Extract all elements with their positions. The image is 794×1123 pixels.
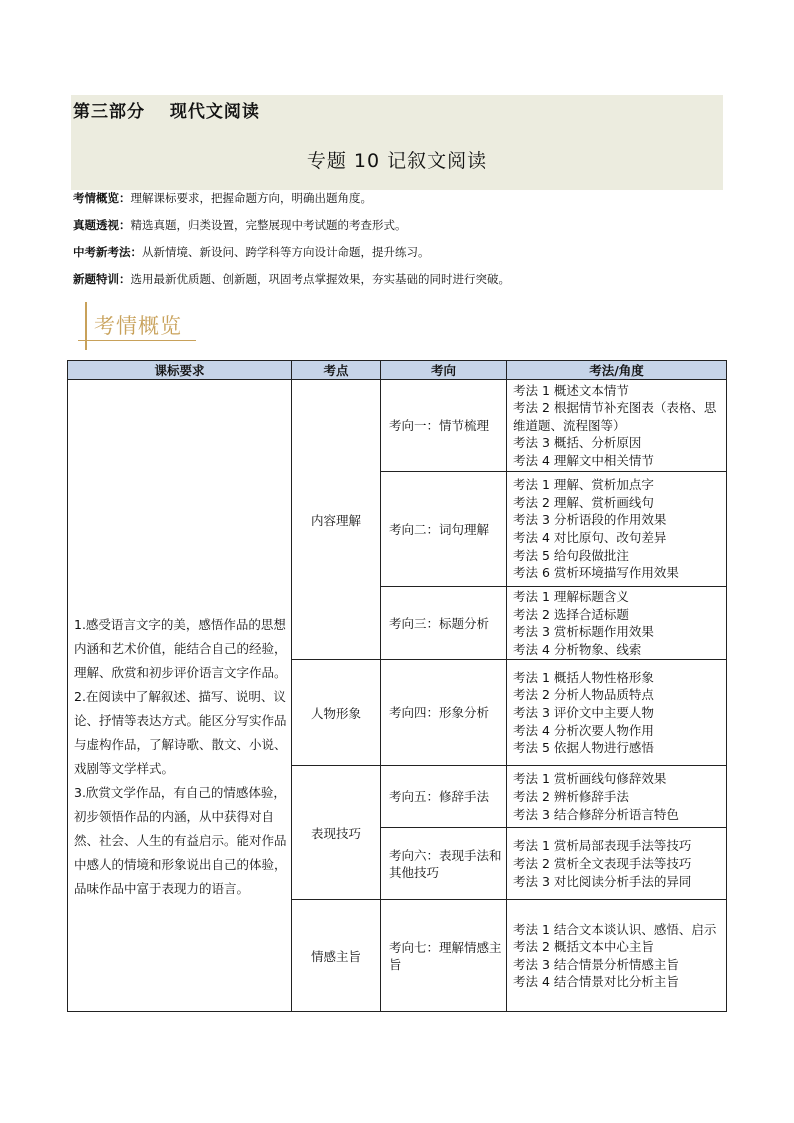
intro-label: 中考新考法：: [73, 245, 142, 259]
section-heading: 考情概览: [94, 314, 182, 338]
section-heading-rule: [78, 340, 196, 341]
requirement-cell: [68, 380, 292, 1012]
kaofa-cell: [507, 660, 727, 766]
kaofa-cell: [507, 380, 727, 472]
kaofa-item: 考法 4 分析物象、线索: [513, 641, 642, 657]
kaoxiang-cell: 考向二：词句理解: [381, 472, 507, 587]
column-header: 考法/角度: [507, 361, 727, 380]
intro-label: 考情概览：: [73, 191, 131, 205]
kaofa-item: 考法 4 对比原句、改句差异: [513, 530, 667, 545]
column-header: 考向: [381, 361, 507, 380]
column-header: 考点: [292, 361, 381, 380]
kaofa-item: 考法 1 赏析画线句修辞效果: [513, 771, 667, 787]
kaofa-item: 考法 4 结合情景对比分析主旨: [513, 974, 679, 990]
requirement-item: 3.欣赏文学作品，有自己的情感体验，初步领悟作品的内涵，从中获得对自然、社会、人生的有益启示。能对作品中感人的情境和形象说出自己的体验，品味作品中富于表现力的语言。: [74, 785, 287, 897]
kaofa-cell: [507, 472, 727, 587]
kaofa-item: 考法 3 分析语段的作用效果: [513, 512, 667, 528]
kaofa-item: 考法 4 理解文中相关情节: [513, 452, 654, 468]
kaofa-item: 考法 5 依据人物进行感悟: [513, 740, 654, 756]
kaofa-item: 考法 5 给句段做批注: [513, 547, 629, 563]
kaofa-item: 考法 3 概括、分析原因: [513, 435, 642, 451]
kaofa-item: 考法 2 根据情节补充图表（表格、思维道题、流程图等）: [513, 400, 717, 433]
kaofa-item: 考法 3 结合情景分析情感主旨: [513, 956, 679, 972]
section-heading-bar: [85, 302, 87, 350]
kaofa-item: 考法 4 分析次要人物作用: [513, 722, 654, 738]
table-header-row: [68, 361, 727, 380]
page-title: 专题 10 记叙文阅读: [306, 150, 488, 172]
intro-text: 精选真题，归类设置，完整展现中考试题的考查形式。: [130, 218, 407, 232]
kaoxiang-cell: 考向一：情节梳理: [381, 380, 507, 472]
requirement-item: 2.在阅读中了解叙述、描写、说明、议论、抒情等表达方式。能区分写实作品与虚构作品，了解诗歌、散文、小说、戏剧等文学样式。: [74, 689, 287, 777]
kaofa-item: 考法 1 理解标题含义: [513, 589, 629, 604]
intro-text: 理解课标要求，把握命题方向，明确出题角度。: [130, 191, 372, 205]
part-title: 第三部分 现代文阅读: [73, 102, 260, 122]
intro-text: 从新情境、新设问、跨学科等方向设计命题，提升练习。: [142, 245, 430, 259]
kaofa-item: 考法 1 结合文本谈认识、感悟、启示: [513, 921, 717, 937]
intro-label: 新题特训：: [73, 272, 131, 286]
kaofa-item: 考法 1 赏析局部表现手法等技巧: [513, 838, 692, 854]
kaoxiang-cell: 考向三：标题分析: [381, 587, 507, 660]
kaofa-item: 考法 2 辨析修辞手法: [513, 789, 629, 805]
intro-line: [73, 244, 430, 260]
intro-line: [73, 190, 372, 206]
table-row: [68, 380, 727, 472]
exam-analysis-table: [67, 360, 727, 1012]
kaoxiang-cell: 考向四：形象分析: [381, 660, 507, 766]
kaoxiang-cell: 考向六：表现手法和其他技巧: [381, 828, 507, 900]
intro-label: 真题透视：: [73, 218, 131, 232]
kaofa-item: 考法 6 赏析环境描写作用效果: [513, 565, 679, 581]
column-header: 课标要求: [68, 361, 292, 380]
kaofa-item: 考法 3 对比阅读分析手法的异同: [513, 873, 692, 889]
kaofa-item: 考法 3 结合修辞分析语言特色: [513, 806, 679, 822]
kaofa-item: 考法 1 理解、赏析加点字: [513, 477, 654, 493]
kaodian-cell: 情感主旨: [292, 900, 381, 1012]
kaofa-item: 考法 3 评价文中主要人物: [513, 705, 654, 721]
kaofa-item: 考法 1 概述文本情节: [513, 382, 629, 398]
kaodian-cell: 人物形象: [292, 660, 381, 766]
kaofa-item: 考法 2 选择合适标题: [513, 606, 629, 622]
kaofa-item: 考法 2 概括文本中心主旨: [513, 939, 654, 955]
kaofa-item: 考法 2 理解、赏析画线句: [513, 494, 654, 510]
kaodian-cell: 表现技巧: [292, 766, 381, 900]
kaofa-cell: [507, 900, 727, 1012]
kaofa-cell: [507, 828, 727, 900]
kaofa-item: 考法 2 分析人物品质特点: [513, 687, 654, 703]
kaoxiang-cell: 考向七：理解情感主旨: [381, 900, 507, 1012]
kaoxiang-cell: 考向五：修辞手法: [381, 766, 507, 828]
kaofa-cell: [507, 587, 727, 660]
intro-line: [73, 271, 510, 287]
kaodian-cell: 内容理解: [292, 380, 381, 660]
intro-line: [73, 217, 407, 233]
kaofa-item: 考法 1 概括人物性格形象: [513, 669, 654, 685]
kaofa-item: 考法 2 赏析全文表现手法等技巧: [513, 856, 692, 872]
requirement-item: 1.感受语言文字的美，感悟作品的思想内涵和艺术价值，能结合自己的经验，理解、欣赏和初步评价语言文字作品。: [74, 617, 287, 681]
kaofa-cell: [507, 766, 727, 828]
kaofa-item: 考法 3 赏析标题作用效果: [513, 624, 654, 640]
intro-text: 选用最新优质题、创新题，巩固考点掌握效果，夯实基础的同时进行突破。: [130, 272, 510, 286]
